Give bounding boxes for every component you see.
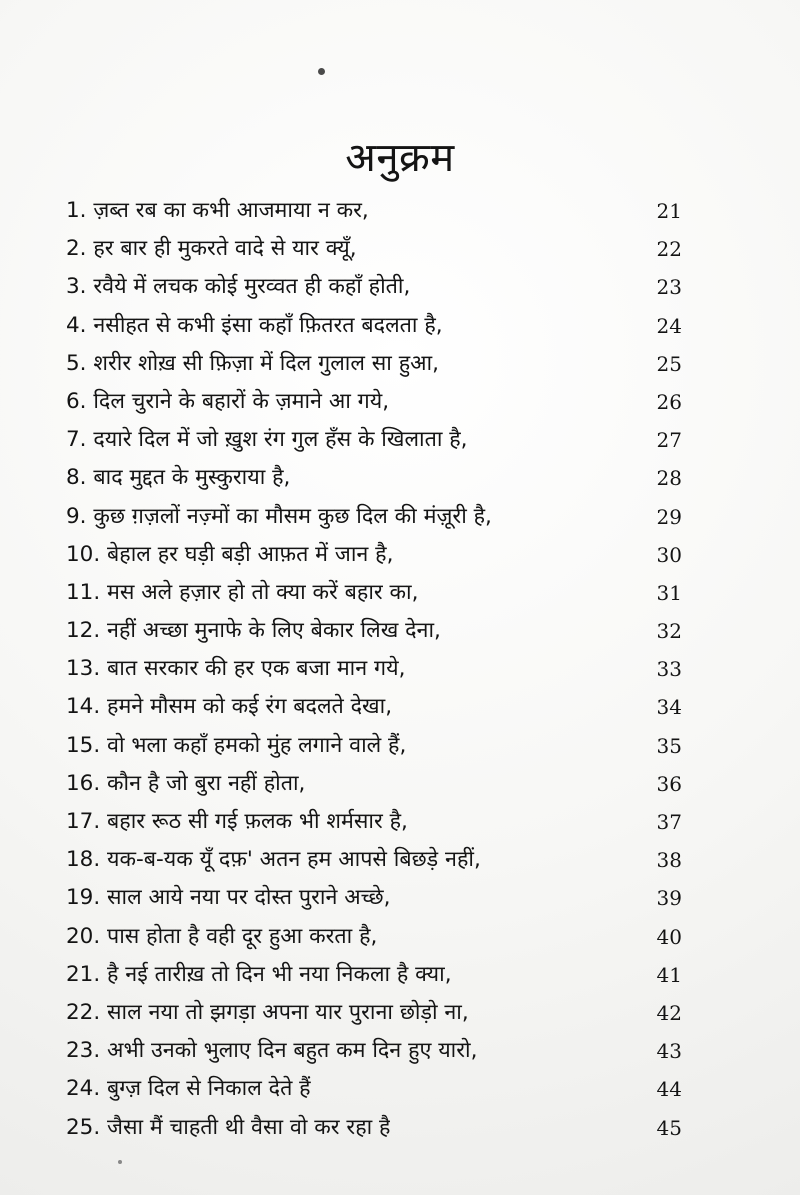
toc-entry <box>66 727 682 765</box>
toc-entry <box>66 536 682 574</box>
toc-entry-page: 42 <box>656 1000 682 1025</box>
toc-entry-page: 44 <box>656 1077 682 1102</box>
ink-speck <box>118 1160 122 1164</box>
toc-entry-page: 21 <box>656 199 682 223</box>
toc-entry-page: 24 <box>656 313 682 338</box>
toc-entry-title: 6. दिल चुराने के बहारों के ज़माने आ गये, <box>66 388 390 414</box>
toc-entry <box>66 650 682 688</box>
toc-entry <box>66 879 682 917</box>
toc-entry-page: 40 <box>656 924 682 949</box>
toc-entry <box>66 612 682 650</box>
toc-entry-page: 29 <box>656 504 682 529</box>
toc-entry-title: 22. साल नया तो झगड़ा अपना यार पुराना छोड़ो ना, <box>66 999 469 1025</box>
toc-entry <box>66 192 682 230</box>
table-of-contents <box>66 192 682 1147</box>
toc-entry-page: 25 <box>656 351 682 376</box>
toc-entry <box>66 956 682 994</box>
toc-entry <box>66 421 682 459</box>
toc-entry <box>66 803 682 841</box>
toc-entry-page: 45 <box>656 1115 682 1140</box>
toc-entry-title: 24. बुग्ज़ दिल से निकाल देते हैं <box>66 1076 311 1102</box>
toc-entry-title: 21. है नई तारीख़ तो दिन भी नया निकला है क्या, <box>66 961 452 987</box>
toc-entry-page: 30 <box>656 542 682 567</box>
toc-entry <box>66 345 682 383</box>
toc-entry <box>66 994 682 1032</box>
toc-entry-page: 26 <box>656 389 682 414</box>
toc-entry-title: 2. हर बार ही मुकरते वादे से यार क्यूँ, <box>66 236 357 262</box>
toc-entry-title: 8. बाद मुद्दत के मुस्कुराया है, <box>66 465 291 491</box>
toc-entry-title: 15. वो भला कहाँ हमको मुंह लगाने वाले हैं, <box>66 732 407 758</box>
toc-entry-title: 7. दयारे दिल में जो ख़ुश रंग गुल हँस के खिलाता है, <box>66 427 468 453</box>
toc-entry <box>66 230 682 268</box>
toc-entry-title: 12. नहीं अच्छा मुनाफे के लिए बेकार लिख देना, <box>66 618 441 644</box>
toc-entry-title: 17. बहार रूठ सी गई फ़लक भी शर्मसार है, <box>66 809 408 834</box>
toc-entry-page: 23 <box>656 275 682 300</box>
toc-entry-page: 27 <box>656 428 682 453</box>
toc-entry <box>66 268 682 306</box>
toc-entry <box>66 459 682 497</box>
toc-entry-title: 14. हमने मौसम को कई रंग बदलते देखा, <box>66 694 393 720</box>
toc-entry <box>66 1109 682 1147</box>
toc-entry-title: 4. नसीहत से कभी इंसा कहाँ फ़ितरत बदलता है, <box>66 312 443 338</box>
toc-entry-title: 13. बात सरकार की हर एक बजा मान गये, <box>66 656 406 682</box>
toc-entry-title: 23. अभी उनको भुलाए दिन बहुत कम दिन हुए यारो, <box>66 1038 478 1064</box>
toc-entry <box>66 383 682 421</box>
toc-entry-page: 43 <box>656 1039 682 1064</box>
toc-entry <box>66 688 682 726</box>
toc-entry-title: 1. ज़ब्त रब का कभी आजमाया न कर, <box>66 198 369 223</box>
toc-entry <box>66 841 682 879</box>
toc-entry <box>66 918 682 956</box>
toc-entry-page: 36 <box>656 771 682 796</box>
page-title: अनुक्रम <box>345 134 455 181</box>
toc-entry-page: 38 <box>656 848 682 873</box>
toc-entry-page: 32 <box>656 619 682 644</box>
toc-entry-page: 28 <box>656 466 682 491</box>
toc-entry <box>66 574 682 612</box>
toc-entry-title: 18. यक-ब-यक यूँ दफ़' अतन हम आपसे बिछड़े नहीं, <box>66 847 481 873</box>
toc-entry-title: 25. जैसा मैं चाहती थी वैसा वो कर रहा है <box>66 1114 391 1140</box>
toc-entry <box>66 1032 682 1070</box>
toc-entry-title: 3. रवैये में लचक कोई मुरव्वत ही कहाँ होती, <box>66 274 411 300</box>
toc-entry-page: 33 <box>656 657 682 682</box>
toc-entry <box>66 498 682 536</box>
toc-entry <box>66 307 682 345</box>
toc-entry-page: 37 <box>656 810 682 834</box>
toc-entry-title: 16. कौन है जो बुरा नहीं होता, <box>66 770 306 796</box>
toc-entry-title: 9. कुछ ग़ज़लों नज़्मों का मौसम कुछ दिल की मंज़ूरी है, <box>66 503 492 529</box>
toc-entry-page: 35 <box>656 733 682 758</box>
toc-entry-page: 41 <box>656 962 682 987</box>
ink-speck <box>318 68 325 75</box>
toc-entry-page: 39 <box>656 886 682 911</box>
toc-entry-page: 34 <box>656 695 682 720</box>
toc-entry-page: 31 <box>656 580 682 605</box>
toc-entry-title: 10. बेहाल हर घड़ी बड़ी आफ़त में जान है, <box>66 541 394 567</box>
toc-entry-title: 19. साल आये नया पर दोस्त पुराने अच्छे, <box>66 885 391 911</box>
toc-entry <box>66 765 682 803</box>
toc-entry-title: 20. पास होता है वही दूर हुआ करता है, <box>66 923 378 949</box>
toc-entry <box>66 1070 682 1108</box>
toc-entry-page: 22 <box>656 237 682 262</box>
toc-entry-title: 5. शरीर शोख़ सी फ़िज़ा में दिल गुलाल सा हुआ, <box>66 350 439 376</box>
toc-entry-title: 11. मस अले हज़ार हो तो क्या करें बहार का, <box>66 579 419 605</box>
